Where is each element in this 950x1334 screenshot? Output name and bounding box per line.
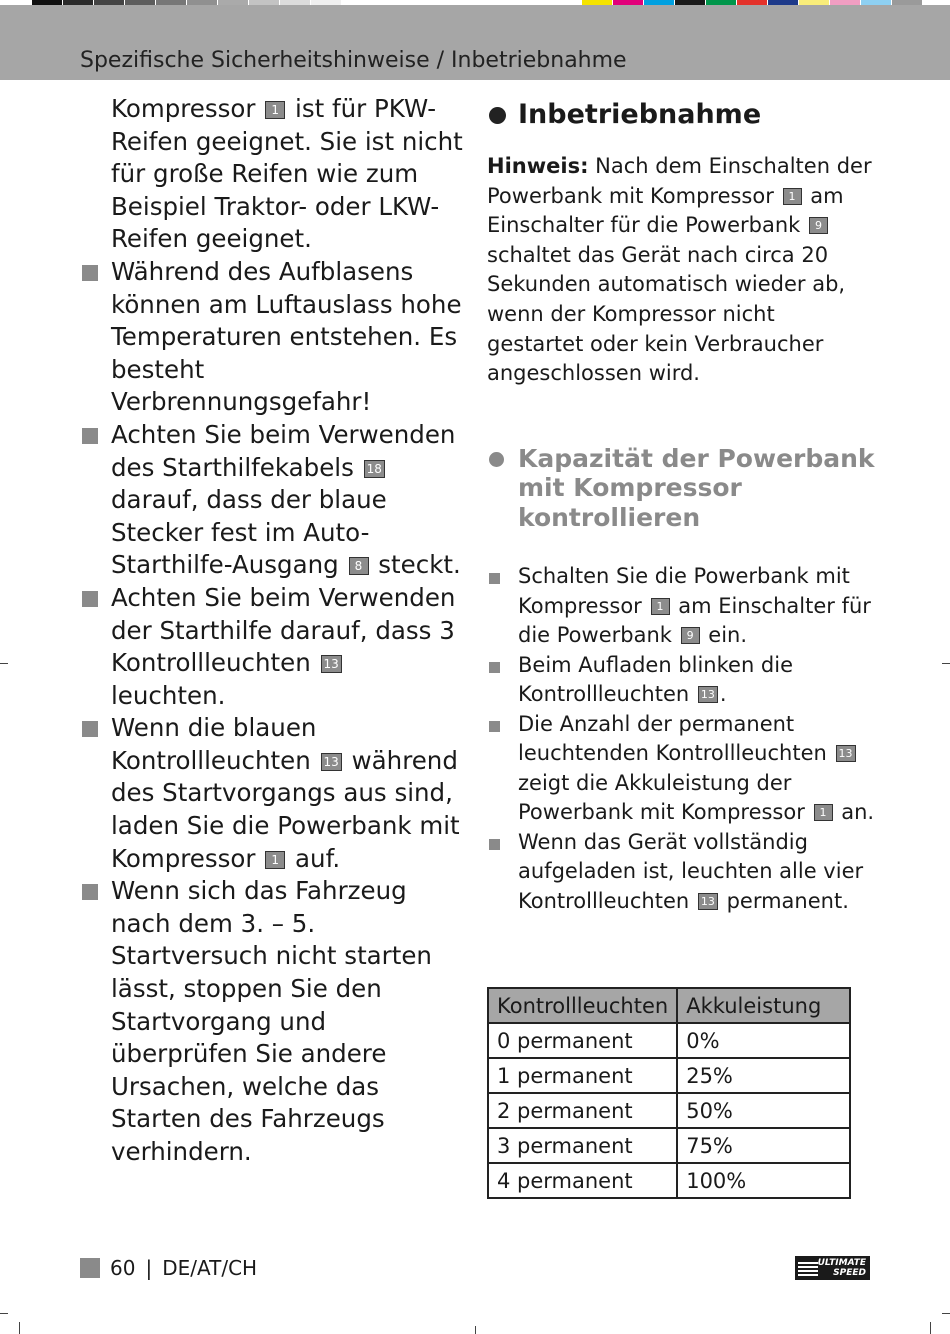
ref-number: 13	[698, 686, 718, 703]
logo-text: ULTIMATE SPEED	[817, 1258, 866, 1278]
square-bullet-icon	[82, 721, 98, 737]
text: Wenn sich das Fahrzeug nach dem 3. – 5. Startversuch nicht starten lässt, stoppen Sie den Startvorgang und überprüfen Sie andere Ursachen, welche das Starten des Fahrzeugs verhindern.	[111, 876, 432, 1166]
list-item	[487, 651, 877, 710]
text: schaltet das Gerät nach circa 20 Sekunden automatisch wieder ab, wenn der Kompressor nicht gestartet oder kein Verbraucher angeschlossen wird.	[487, 242, 846, 386]
table-row	[488, 1163, 850, 1198]
crop-mark	[942, 663, 950, 664]
text: am Einschalter für die Powerbank	[518, 593, 871, 648]
text: ist für PKW-Reifen geeignet. Sie ist nicht für große Reifen wie zum Beispiel Traktor- oder LKW-Reifen geeignet.	[111, 94, 463, 254]
square-bullet-icon	[489, 662, 500, 673]
footer-separator: |	[145, 1256, 153, 1280]
text: leuchten.	[111, 680, 226, 710]
section-heading	[487, 93, 877, 137]
right-column	[487, 93, 877, 916]
text: Kompressor	[111, 94, 256, 123]
text: Nach dem Einschalten der Powerbank mit Kompressor	[487, 154, 872, 208]
ref-number: 13	[698, 893, 718, 910]
header-title: Spezifische Sicherheitshinweise / Inbetriebnahme	[80, 48, 627, 73]
region-label: DE/AT/CH	[162, 1256, 258, 1280]
text: Achten Sie beim Verwenden des Starthilfekabels	[111, 419, 456, 482]
ref-number: 18	[364, 460, 385, 478]
text: Wenn die blauen Kontrollleuchten	[111, 713, 317, 775]
page-header	[0, 5, 950, 80]
note-label: Hinweis:	[487, 154, 589, 178]
brand-logo	[795, 1256, 870, 1280]
square-bullet-icon	[82, 884, 98, 900]
subsection-heading	[487, 444, 877, 533]
ref-number: 9	[681, 627, 700, 644]
logo-stripes-icon	[798, 1260, 818, 1276]
intro-paragraph	[80, 93, 465, 256]
table-row	[488, 1023, 850, 1058]
text: zeigt die Akkuleistung der Powerbank mit Kompressor	[518, 770, 805, 825]
heading-text: Inbetriebnahme	[518, 99, 762, 130]
ref-number: 1	[265, 851, 285, 869]
instruction-list	[487, 562, 877, 916]
ref-number: 1	[783, 188, 802, 205]
table-cell: 75%	[677, 1128, 850, 1163]
list-item	[487, 828, 877, 917]
bullet-dot-icon	[489, 452, 504, 467]
ref-number: 1	[265, 101, 285, 119]
left-column	[80, 93, 465, 1169]
list-item	[80, 419, 465, 582]
ref-number: 13	[321, 753, 342, 771]
footer-square-icon	[80, 1258, 100, 1278]
crop-mark	[942, 1313, 950, 1314]
ref-number: 9	[809, 217, 828, 234]
ref-number: 1	[651, 598, 670, 615]
note-paragraph	[487, 152, 877, 389]
table-cell: 1 permanent	[488, 1058, 677, 1093]
text: steckt.	[378, 550, 461, 580]
page-footer	[80, 1256, 257, 1280]
crop-mark	[19, 1322, 20, 1334]
column-header: Akkuleistung	[677, 988, 850, 1023]
ref-number: 1	[814, 804, 833, 821]
ref-number: 8	[349, 557, 369, 575]
table-cell: 2 permanent	[488, 1093, 677, 1128]
text: Wenn das Gerät vollständig aufgeladen ist, leuchten alle vier Kontrollleuchten	[518, 829, 864, 913]
list-item	[80, 256, 465, 419]
text: darauf, dass der blaue Stecker fest im Auto-Starthilfe-Ausgang	[111, 485, 387, 580]
ref-number: 13	[836, 745, 856, 762]
table-cell: 50%	[677, 1093, 850, 1128]
text: Während des Aufblasens können am Luftauslass hohe Temperaturen entstehen. Es besteht Verbrennungsgefahr!	[111, 256, 462, 417]
table-cell: 4 permanent	[488, 1163, 677, 1198]
capacity-table	[487, 987, 851, 1199]
page-number: 60	[110, 1256, 136, 1280]
list-item	[80, 875, 465, 1168]
text: permanent.	[726, 888, 849, 913]
table-cell: 0%	[677, 1023, 850, 1058]
bullet-dot-icon	[489, 107, 506, 124]
text: am Einschalter für die Powerbank	[487, 183, 844, 238]
table-row	[488, 1093, 850, 1128]
square-bullet-icon	[489, 839, 500, 850]
column-header: Kontrollleuchten	[488, 988, 677, 1023]
table-header-row	[488, 988, 850, 1023]
table-cell: 25%	[677, 1058, 850, 1093]
list-item	[80, 712, 465, 875]
table-cell: 100%	[677, 1163, 850, 1198]
list-item	[487, 710, 877, 828]
text: .	[719, 682, 727, 707]
ref-number: 13	[321, 655, 342, 673]
list-item	[80, 582, 465, 712]
text: Beim Aufladen blinken die Kontrollleuchten	[518, 652, 794, 707]
crop-mark	[0, 663, 8, 664]
square-bullet-icon	[489, 573, 500, 584]
list-item	[487, 562, 877, 651]
text: an.	[841, 800, 875, 825]
text: Schalten Sie die Powerbank mit Kompressor	[518, 564, 850, 618]
square-bullet-icon	[82, 428, 98, 444]
table-cell: 0 permanent	[488, 1023, 677, 1058]
heading-text: Kapazität der Powerbank mit Kompressor kontrollieren	[518, 443, 875, 532]
text: ein.	[708, 623, 748, 648]
text: auf.	[295, 843, 341, 873]
square-bullet-icon	[82, 265, 98, 281]
table-cell: 3 permanent	[488, 1128, 677, 1163]
crop-mark	[930, 1322, 931, 1334]
text: Die Anzahl der permanent leuchtenden Kontrollleuchten	[518, 711, 827, 766]
text: während des Startvorgangs aus sind, laden Sie die Powerbank mit Kompressor	[111, 745, 460, 873]
square-bullet-icon	[82, 591, 98, 607]
crop-mark	[0, 1313, 8, 1314]
table-row	[488, 1058, 850, 1093]
text: Achten Sie beim Verwenden der Starthilfe darauf, dass 3 Kontrollleuchten	[111, 582, 456, 678]
crop-mark	[475, 1326, 476, 1334]
table-row	[488, 1128, 850, 1163]
square-bullet-icon	[489, 721, 500, 732]
